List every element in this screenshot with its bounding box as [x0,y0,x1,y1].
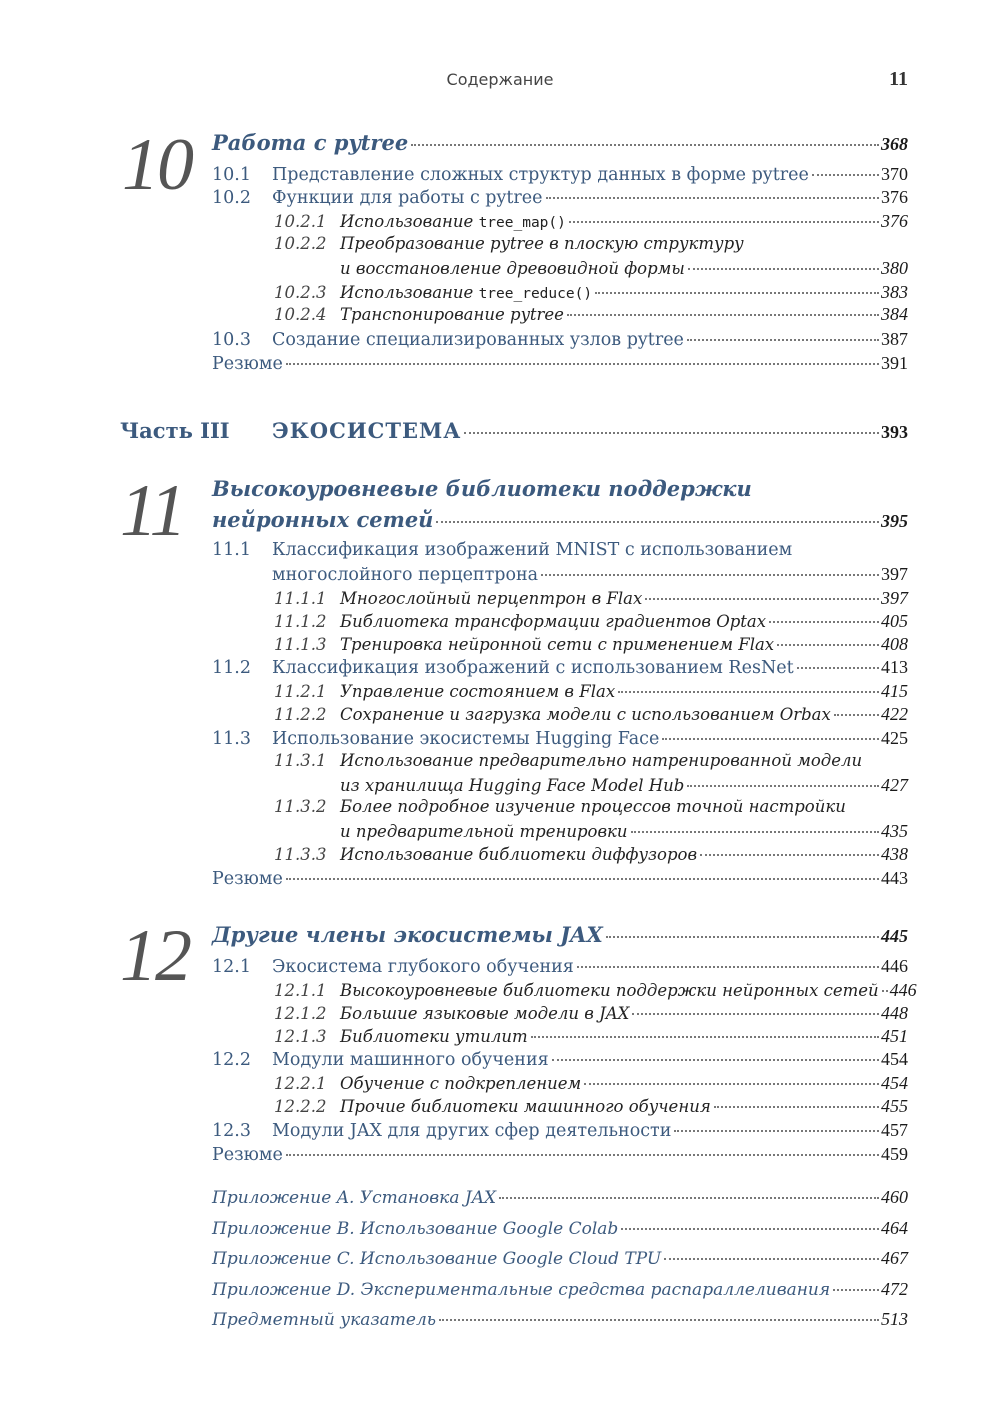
toc-chapter-12[interactable]: Другие члены экосистемы JAX 445 [212,922,908,947]
toc-subsection-11-1-3[interactable]: 11.1.3 Тренировка нейронной сети с применением Flax 408 [274,634,908,654]
toc-subsection-10-2-3[interactable]: 10.2.3 Использование tree_reduce() 383 [274,282,908,302]
toc-chapter-11-line1[interactable]: Высокоуровневые библиотеки поддержки [212,476,752,501]
toc-subsection-11-1-2[interactable]: 11.1.2 Библиотека трансформации градиентов Optax 405 [274,611,908,631]
toc-subsection-12-2-2[interactable]: 12.2.2 Прочие библиотеки машинного обучения 455 [274,1096,908,1116]
page-number: 11 [889,68,908,90]
toc-appendix-c[interactable]: Приложение C. Использование Google Cloud TPU 467 [212,1248,908,1269]
toc-subsection-12-1-2[interactable]: 12.1.2 Большие языковые модели в JAX 448 [274,1003,908,1023]
toc-chapter-11-line2[interactable]: нейронных сетей 395 [212,507,908,532]
running-header-title: Содержание [446,70,554,89]
toc-subsection-10-2-1[interactable]: 10.2.1 Использование tree_map() 376 [274,211,908,231]
toc-subsection-11-3-1-line2[interactable]: из хранилища Hugging Face Model Hub 427 [340,775,908,795]
toc-subsection-11-3-2-line1[interactable]: 11.3.2 Более подробное изучение процессов точной настройки [274,797,846,816]
toc-summary-10[interactable]: Резюме 391 [212,353,908,374]
toc-subsection-10-2-2-line2[interactable]: и восстановление древовидной формы 380 [340,258,908,278]
toc-subsection-10-2-2-line1[interactable]: 10.2.2 Преобразование pytree в плоскую структуру [274,234,744,253]
toc-section-11-2[interactable]: 11.2 Классификация изображений с использованием ResNet 413 [212,657,908,678]
toc-chapter-10[interactable]: Работа с pytree 368 [212,130,908,155]
toc-appendix-b[interactable]: Приложение B. Использование Google Colab 464 [212,1218,908,1239]
toc-section-11-1-line2[interactable]: многослойного перцептрона 397 [272,564,908,585]
toc-section-11-1-line1[interactable]: 11.1 Классификация изображений MNIST с использованием [212,540,793,560]
toc-section-10-1[interactable]: 10.1 Представление сложных структур данных в форме pytree 370 [212,164,908,185]
toc-appendix-a[interactable]: Приложение A. Установка JAX 460 [212,1187,908,1208]
toc-subsection-11-1-1[interactable]: 11.1.1 Многослойный перцептрон в Flax 397 [274,588,908,608]
toc-section-12-2[interactable]: 12.2 Модули машинного обучения 454 [212,1049,908,1070]
toc-subsection-11-3-1-line1[interactable]: 11.3.1 Использование предварительно натренированной модели [274,751,863,770]
toc-summary-11[interactable]: Резюме 443 [212,868,908,889]
toc-section-12-1[interactable]: 12.1 Экосистема глубокого обучения 446 [212,956,908,977]
toc-subsection-11-2-2[interactable]: 11.2.2 Сохранение и загрузка модели с использованием Orbax 422 [274,704,908,724]
toc-subsection-12-1-1[interactable]: 12.1.1 Высокоуровневые библиотеки поддержки нейронных сетей 446 [274,980,917,1000]
toc-index[interactable]: Предметный указатель 513 [212,1309,908,1330]
chapter-10-number: 10 [122,124,192,206]
toc-subsection-11-2-1[interactable]: 11.2.1 Управление состоянием в Flax 415 [274,681,908,701]
toc-subsection-11-3-2-line2[interactable]: и предварительной тренировки 435 [340,821,908,841]
toc-subsection-11-3-3[interactable]: 11.3.3 Использование библиотеки диффузоров 438 [274,844,908,864]
toc-section-10-3[interactable]: 10.3 Создание специализированных узлов pytree 387 [212,329,908,350]
toc-section-10-2[interactable]: 10.2 Функции для работы с pytree 376 [212,187,908,208]
chapter-11-number: 11 [120,470,185,552]
toc-subsection-12-2-1[interactable]: 12.2.1 Обучение с подкреплением 454 [274,1073,908,1093]
toc-section-11-3[interactable]: 11.3 Использование экосистемы Hugging Face 425 [212,728,908,749]
toc-summary-12[interactable]: Резюме 459 [212,1144,908,1165]
toc-subsection-10-2-4[interactable]: 10.2.4 Транспонирование pytree 384 [274,304,908,324]
chapter-12-number: 12 [120,915,190,997]
toc-subsection-12-1-3[interactable]: 12.1.3 Библиотеки утилит 451 [274,1026,908,1046]
toc-part-3[interactable]: Часть III ЭКОСИСТЕМА 393 [120,418,908,443]
toc-section-12-3[interactable]: 12.3 Модули JAX для других сфер деятельности 457 [212,1120,908,1141]
toc-appendix-d[interactable]: Приложение D. Экспериментальные средства распараллеливания 472 [212,1279,908,1300]
